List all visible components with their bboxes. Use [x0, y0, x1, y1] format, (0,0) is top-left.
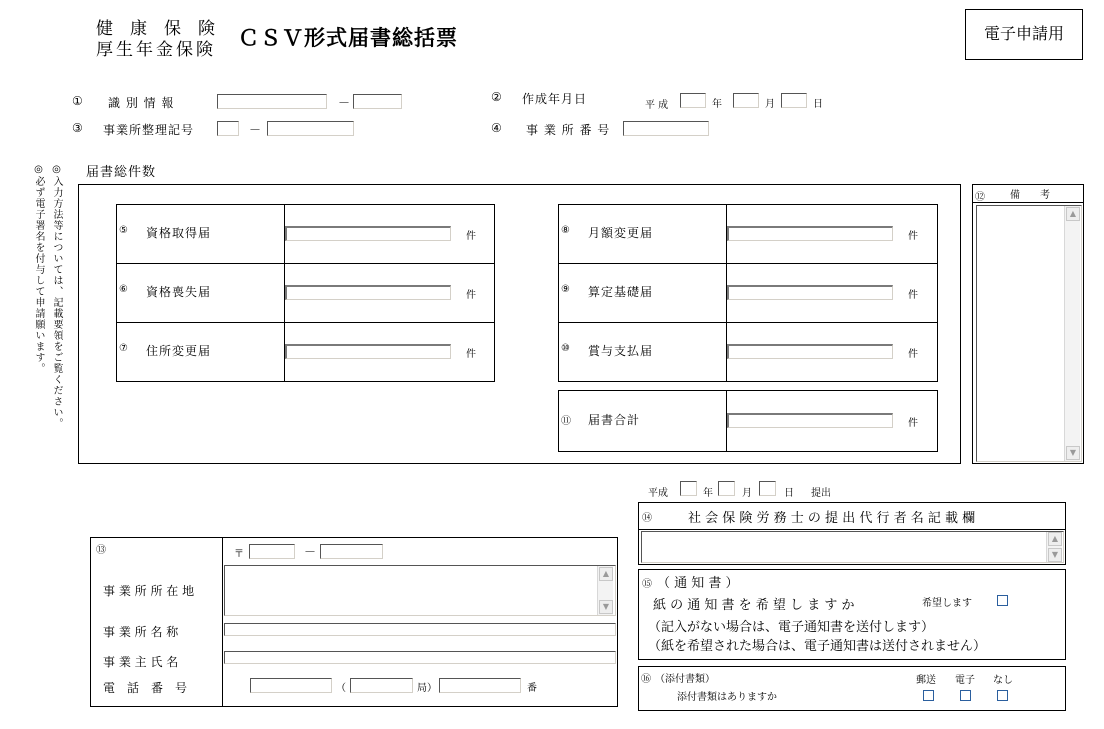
agent-number: ⑭: [642, 513, 652, 524]
bonus-payment-count-input[interactable]: [727, 344, 893, 359]
office-number: ⑬: [96, 545, 106, 556]
acquisition-count-input[interactable]: [285, 226, 451, 241]
acquisition-label: 資格取得届: [146, 226, 212, 240]
postal-mark: 〒: [234, 549, 244, 560]
remarks-scrollbar[interactable]: [1064, 206, 1080, 461]
totals-right-row-sep-2: [558, 322, 938, 323]
created-era-label: 平 成: [645, 100, 669, 111]
submit-label: 提出: [811, 488, 831, 499]
phone-number-input[interactable]: [439, 678, 521, 693]
submit-month-input[interactable]: [718, 481, 735, 496]
header-line1: 健 康 保 険: [96, 19, 215, 39]
totals-right-row-sep-1: [558, 263, 938, 264]
submit-day-input[interactable]: [759, 481, 776, 496]
created-year-input[interactable]: [680, 93, 706, 108]
monthly-change-label: 月額変更届: [588, 226, 654, 240]
side-note-signature: ◎必ず電子署名を付与して申請願います。: [33, 164, 44, 374]
scroll-down-icon[interactable]: ▼: [599, 600, 613, 614]
monthly-change-unit: 件: [908, 231, 918, 242]
created-year-label: 年: [712, 99, 722, 110]
address-change-label: 住所変更届: [146, 344, 212, 358]
address-change-unit: 件: [466, 349, 476, 360]
phone-exchange-label: 局）: [417, 683, 437, 694]
submit-year-label: 年: [703, 488, 713, 499]
phone-area-input[interactable]: [250, 678, 332, 693]
page-title: ＣＳＶ形式届書総括票: [238, 26, 458, 50]
phone-exchange-input[interactable]: [350, 678, 413, 693]
owner-name-input[interactable]: [224, 651, 616, 664]
acquisition-number: ⑤: [119, 225, 128, 236]
postal-input-2[interactable]: [320, 544, 383, 559]
notice-title: （ 通 知 書 ）: [657, 576, 739, 591]
remarks-header-sep: [972, 202, 1084, 203]
total-count-input[interactable]: [727, 413, 893, 428]
scroll-up-icon[interactable]: ▲: [1048, 532, 1062, 546]
office-ref-dash: －: [249, 123, 262, 137]
phone-paren-open: （: [336, 683, 346, 694]
phone-label: 電 話 番 号: [103, 681, 188, 695]
created-month-label: 月: [765, 99, 775, 110]
created-day-input[interactable]: [781, 93, 807, 108]
base-calculation-label: 算定基礎届: [588, 285, 654, 299]
office-name-label: 事 業 所 名 称: [103, 625, 179, 639]
office-number-input[interactable]: [623, 121, 709, 136]
postal-input-1[interactable]: [249, 544, 295, 559]
postal-dash: －: [304, 545, 317, 559]
bonus-payment-unit: 件: [908, 349, 918, 360]
total-number: ⑪: [561, 416, 571, 427]
totals-left-row-sep-2: [116, 322, 495, 323]
base-calculation-count-input[interactable]: [727, 285, 893, 300]
attach-electronic-label: 電子: [955, 675, 975, 686]
attach-none-checkbox[interactable]: [997, 690, 1008, 701]
submit-month-label: 月: [742, 488, 752, 499]
remarks-label: 備 考: [1010, 190, 1050, 201]
notice-note-1: （記入がない場合は、電子通知書を送付します）: [648, 620, 935, 635]
owner-name-label: 事 業 主 氏 名: [103, 655, 179, 669]
header-line2: 厚生年金保険: [96, 40, 216, 60]
attach-mail-checkbox[interactable]: [923, 690, 934, 701]
address-change-number: ⑦: [119, 343, 128, 354]
id-info-input-1[interactable]: [217, 94, 327, 109]
office-address-textarea[interactable]: [224, 565, 616, 616]
loss-number: ⑥: [119, 284, 128, 295]
address-scrollbar[interactable]: [597, 566, 613, 615]
monthly-change-count-input[interactable]: [727, 226, 893, 241]
bonus-payment-number: ⑩: [561, 343, 570, 354]
notice-question: 紙 の 通 知 書 を 希 望 し ま す か: [653, 598, 855, 613]
scroll-down-icon[interactable]: ▼: [1066, 446, 1080, 460]
scroll-up-icon[interactable]: ▲: [599, 567, 613, 581]
loss-unit: 件: [466, 290, 476, 301]
notice-option-label: 希望します: [922, 598, 972, 609]
loss-label: 資格喪失届: [146, 285, 212, 299]
notice-note-2: （紙を希望された場合は、電子通知書は送付されません）: [648, 639, 987, 654]
attach-number: ⑯: [641, 674, 651, 685]
created-day-label: 日: [813, 99, 823, 110]
attach-question: 添付書類はありますか: [677, 692, 777, 703]
scroll-up-icon[interactable]: ▲: [1066, 207, 1080, 221]
id-info-input-2[interactable]: [353, 94, 402, 109]
office-address-label: 事 業 所 所 在 地: [103, 584, 195, 598]
total-label: 届書合計: [588, 413, 641, 427]
totals-left-row-sep-1: [116, 263, 495, 264]
office-name-input[interactable]: [224, 623, 616, 636]
side-note-input-method: ◎入力方法等については、記載要領をご覧ください。: [51, 164, 62, 429]
attach-none-label: なし: [993, 675, 1013, 686]
submit-era-label: 平成: [648, 488, 668, 499]
bonus-payment-label: 賞与支払届: [588, 344, 654, 358]
office-divider: [222, 537, 223, 707]
created-date-number: ②: [491, 90, 503, 104]
created-date-label: 作成年月日: [522, 92, 588, 106]
id-info-number: ①: [72, 94, 84, 108]
office-number-number: ④: [491, 121, 503, 135]
totals-heading: 届書総件数: [86, 165, 157, 180]
attach-title: （添付書類）: [655, 674, 715, 685]
agent-label: 社 会 保 険 労 務 士 の 提 出 代 行 者 名 記 載 欄: [688, 511, 976, 526]
agent-header-sep: [638, 529, 1066, 530]
monthly-change-number: ⑧: [561, 225, 570, 236]
created-month-input[interactable]: [733, 93, 759, 108]
scroll-down-icon[interactable]: ▼: [1048, 548, 1062, 562]
submit-day-label: 日: [784, 488, 794, 499]
id-info-label: 識 別 情 報: [108, 96, 175, 110]
acquisition-unit: 件: [466, 231, 476, 242]
address-change-count-input[interactable]: [285, 344, 451, 359]
notice-number: ⑮: [642, 579, 652, 590]
attach-electronic-checkbox[interactable]: [960, 690, 971, 701]
loss-count-input[interactable]: [285, 285, 451, 300]
base-calculation-unit: 件: [908, 290, 918, 301]
badge-label: 電子申請用: [983, 24, 1064, 43]
base-calculation-number: ⑨: [561, 284, 570, 295]
office-number-label: 事 業 所 番 号: [526, 123, 611, 137]
agent-scrollbar[interactable]: [1046, 532, 1062, 562]
remarks-number: ⑫: [975, 192, 985, 203]
office-ref-number: ③: [72, 121, 84, 135]
phone-number-label: 番: [527, 683, 537, 694]
agent-textarea[interactable]: [641, 531, 1064, 563]
office-ref-input-1[interactable]: [217, 121, 239, 136]
total-unit: 件: [908, 418, 918, 429]
id-info-dash: －: [338, 96, 351, 110]
office-ref-input-2[interactable]: [267, 121, 354, 136]
paper-notice-checkbox[interactable]: [997, 595, 1008, 606]
office-ref-label: 事業所整理記号: [103, 123, 195, 137]
attach-mail-label: 郵送: [916, 675, 936, 686]
electronic-application-badge: [965, 9, 1083, 60]
submit-year-input[interactable]: [680, 481, 697, 496]
